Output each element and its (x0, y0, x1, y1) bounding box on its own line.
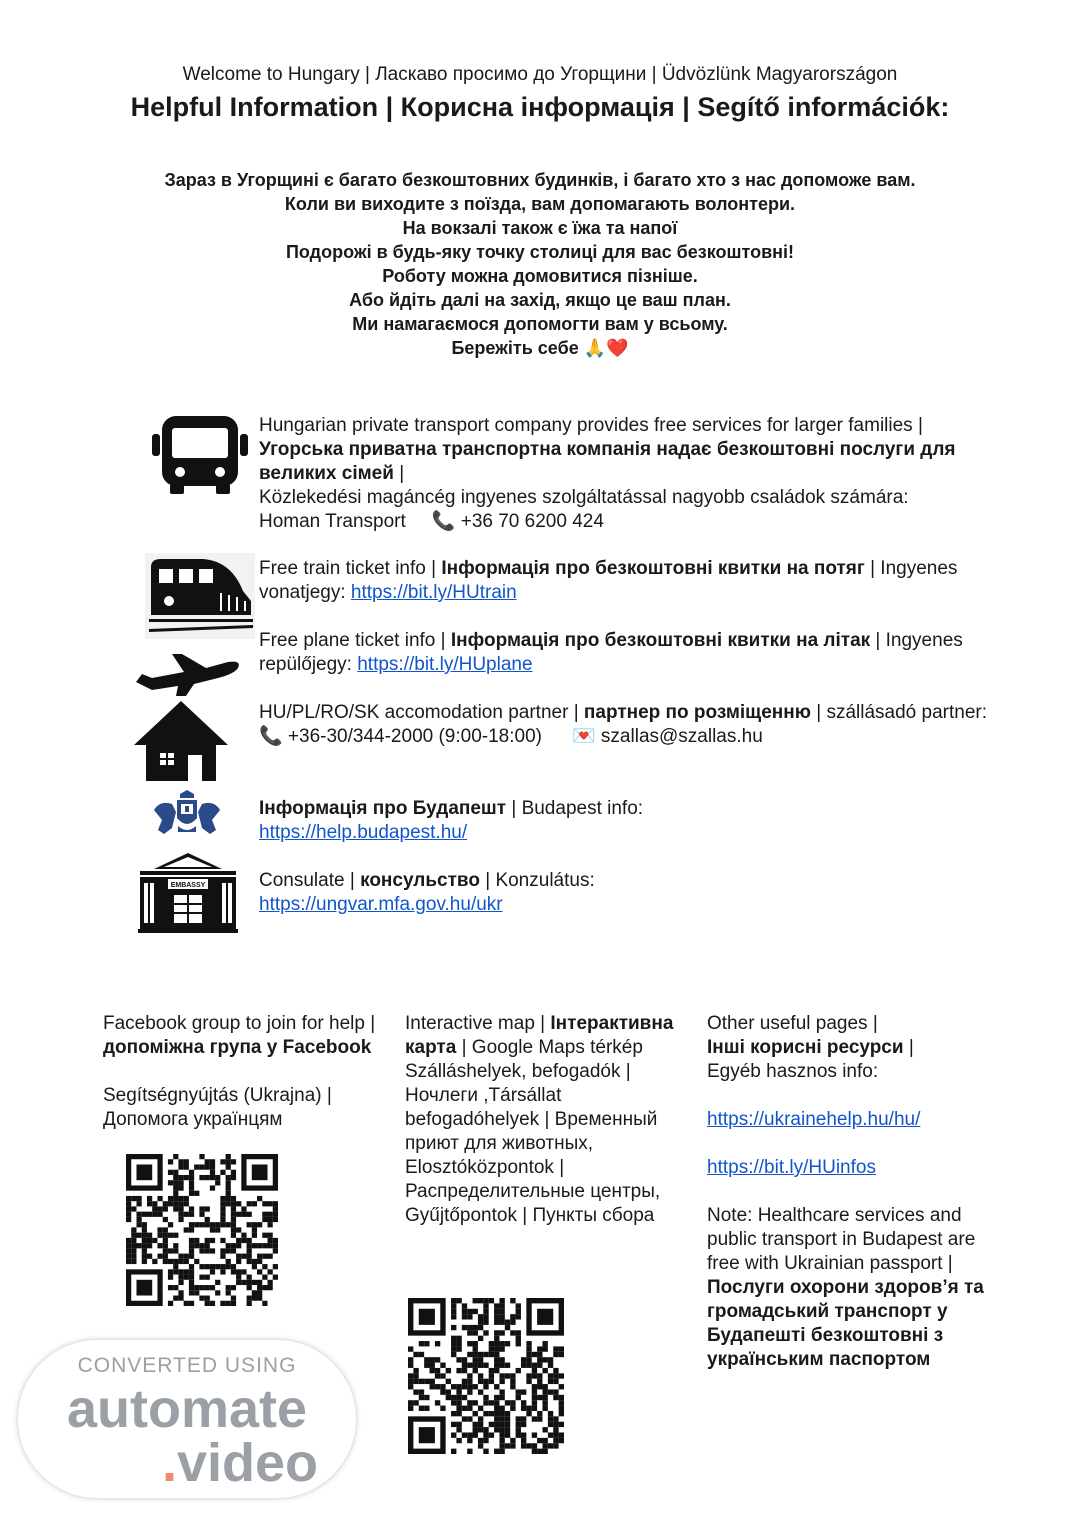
consulate-link[interactable]: https://ungvar.mfa.gov.hu/ukr (259, 894, 503, 915)
transport-ua-bold: Угорська приватна транспортна компанія надає безкоштовні послуги для великих сімей (259, 439, 956, 484)
intro-line: На вокзалі також є їжа та напої (402, 218, 678, 238)
budapest-coat-of-arms-icon (150, 790, 224, 836)
transport-phone[interactable]: 📞 +36 70 6200 424 (431, 511, 604, 532)
train-pre: Free train ticket info | (259, 558, 442, 579)
watermark-dot: . (161, 1433, 177, 1493)
consulate-pre: Consulate | (259, 870, 361, 891)
intro-line: Подорожі в будь-яку точку столиці для вас безкоштовні! (285, 242, 795, 262)
useful-line-ua-bold: Інші корисні ресурси (707, 1037, 904, 1058)
intro-text (0, 168, 1080, 360)
facebook-line-ua (103, 1036, 393, 1060)
accommodation-title (259, 701, 999, 725)
watermark-line2: automate (66, 1379, 308, 1439)
useful-line-ua-sep: | (903, 1037, 914, 1058)
transport-info (259, 414, 999, 534)
facebook-qr-code[interactable] (126, 1154, 278, 1306)
accommodation-email[interactable]: 💌 szallas@szallas.hu (572, 726, 763, 747)
map-bold: Інтерактивна карта (405, 1013, 674, 1058)
budapest-link[interactable]: https://help.budapest.hu/ (259, 822, 468, 843)
budapest-info (259, 797, 999, 845)
watermark-line1: CONVERTED USING (77, 1354, 297, 1377)
huinfos-link[interactable]: https://bit.ly/HUinfos (707, 1157, 876, 1178)
transport-line-en: Hungarian private transport company provides free services for larger families | (259, 415, 923, 436)
healthcare-note-ua-bold: Послуги охорони здоров’я та громадський транспорт у Будапешті безкоштовні з українським паспортом (707, 1277, 984, 1370)
transport-line-hu: Közlekedési magáncég ingyenes szolgáltatással nagyobb családok számára: (259, 487, 909, 508)
ukrainehelp-link[interactable]: https://ukrainehelp.hu/hu/ (707, 1109, 921, 1130)
facebook-line-en: Facebook group to join for help | (103, 1013, 376, 1034)
train-link[interactable]: https://bit.ly/HUtrain (350, 582, 517, 603)
plane-pre: Free plane ticket info | (259, 630, 451, 651)
intro-line: Коли ви виходите з поїзда, вам допомагають волонтери. (284, 194, 796, 214)
accommodation-phone[interactable]: 📞 +36-30/344-2000 (9:00-18:00) (259, 726, 542, 747)
accommodation-post: | szállásadó partner: (810, 702, 987, 723)
plane-link[interactable]: https://bit.ly/HUplane (357, 654, 533, 675)
accommodation-info (259, 701, 999, 749)
map-pre: Interactive map | (405, 1013, 551, 1034)
transport-company: Homan Transport (259, 511, 406, 532)
train-info (259, 557, 999, 605)
page-title: Helpful Information | Корисна інформація | Segítő információk: (130, 92, 950, 122)
consulate-post: | Konzulátus: (479, 870, 595, 891)
transport-contact (259, 510, 999, 534)
house-icon (132, 699, 230, 783)
map-post: | Google Maps térkép Szálláshelyek, befogadók | Ночлеги ,Társállat befogadóhelyek | Временный приют для животных, Elosztóközpontok | Распределительные центры, Gyűjtőpontok | Пункты сбора (405, 1037, 661, 1226)
plane-info (259, 629, 999, 677)
transport-line-ua (259, 438, 999, 486)
facebook-line-hu: Segítségnyújtás (Ukrajna) | (103, 1085, 332, 1106)
intro-line: Ми намагаємося допомогти вам у всьому. (352, 314, 728, 334)
healthcare-note-ua (707, 1276, 997, 1372)
budapest-title (259, 797, 999, 821)
plane-icon (134, 652, 244, 696)
intro-line: Або йдіть далі на захід, якщо це ваш план. (349, 290, 731, 310)
transport-ua-sep: | (393, 463, 405, 484)
accommodation-bold: партнер по розміщенню (583, 702, 811, 723)
consulate-title (259, 869, 999, 893)
accommodation-contact (259, 725, 999, 749)
embassy-icon (138, 853, 238, 933)
plane-bold: Інформація про безкоштовні квитки на літак (450, 630, 871, 651)
intro-line: Зараз в Угорщині є багато безкоштовних будинків, і багато хто з нас допоможе вам. (164, 170, 916, 190)
accommodation-pre: HU/PL/RO/SK accomodation partner | (259, 702, 584, 723)
train-icon (145, 553, 255, 639)
facebook-column (103, 1012, 393, 1132)
healthcare-note: Note: Healthcare services and public transport in Budapest are free with Ukrainian passport | (707, 1205, 976, 1274)
intro-line: Роботу можна домовитися пізніше. (382, 266, 698, 286)
train-bold: Інформація про безкоштовні квитки на потяг (441, 558, 865, 579)
budapest-post: | Budapest info: (506, 798, 644, 819)
plane-post: | Ingyenes repülőjegy: (259, 630, 963, 675)
useful-pages-column (707, 1012, 997, 1372)
watermark-video: video (176, 1433, 318, 1493)
facebook-line-ua2: Допомога українцям (103, 1109, 283, 1130)
useful-line-en: Other useful pages | (707, 1013, 878, 1034)
consulate-bold: консульство (360, 870, 480, 891)
welcome-line: Welcome to Hungary | Ласкаво просимо до Угорщини | Üdvözlünk Magyarországon (182, 64, 898, 85)
useful-line-ua (707, 1036, 997, 1060)
consulate-info (259, 869, 999, 917)
embassy-icon-label: EMBASSY (170, 882, 206, 889)
watermark-line3 (18, 1432, 318, 1494)
converted-watermark (18, 1340, 356, 1498)
useful-line-hu: Egyéb hasznos info: (707, 1061, 879, 1082)
bus-icon (152, 414, 248, 494)
map-column (405, 1012, 690, 1228)
intro-line: Бережіть себе 🙏❤️ (451, 338, 629, 358)
budapest-bold: Інформація про Будапешт (259, 798, 507, 819)
map-qr-code[interactable] (408, 1298, 564, 1454)
train-post: | Ingyenes vonatjegy: (259, 558, 958, 603)
facebook-line-ua-bold: допоміжна група у Facebook (103, 1037, 372, 1058)
